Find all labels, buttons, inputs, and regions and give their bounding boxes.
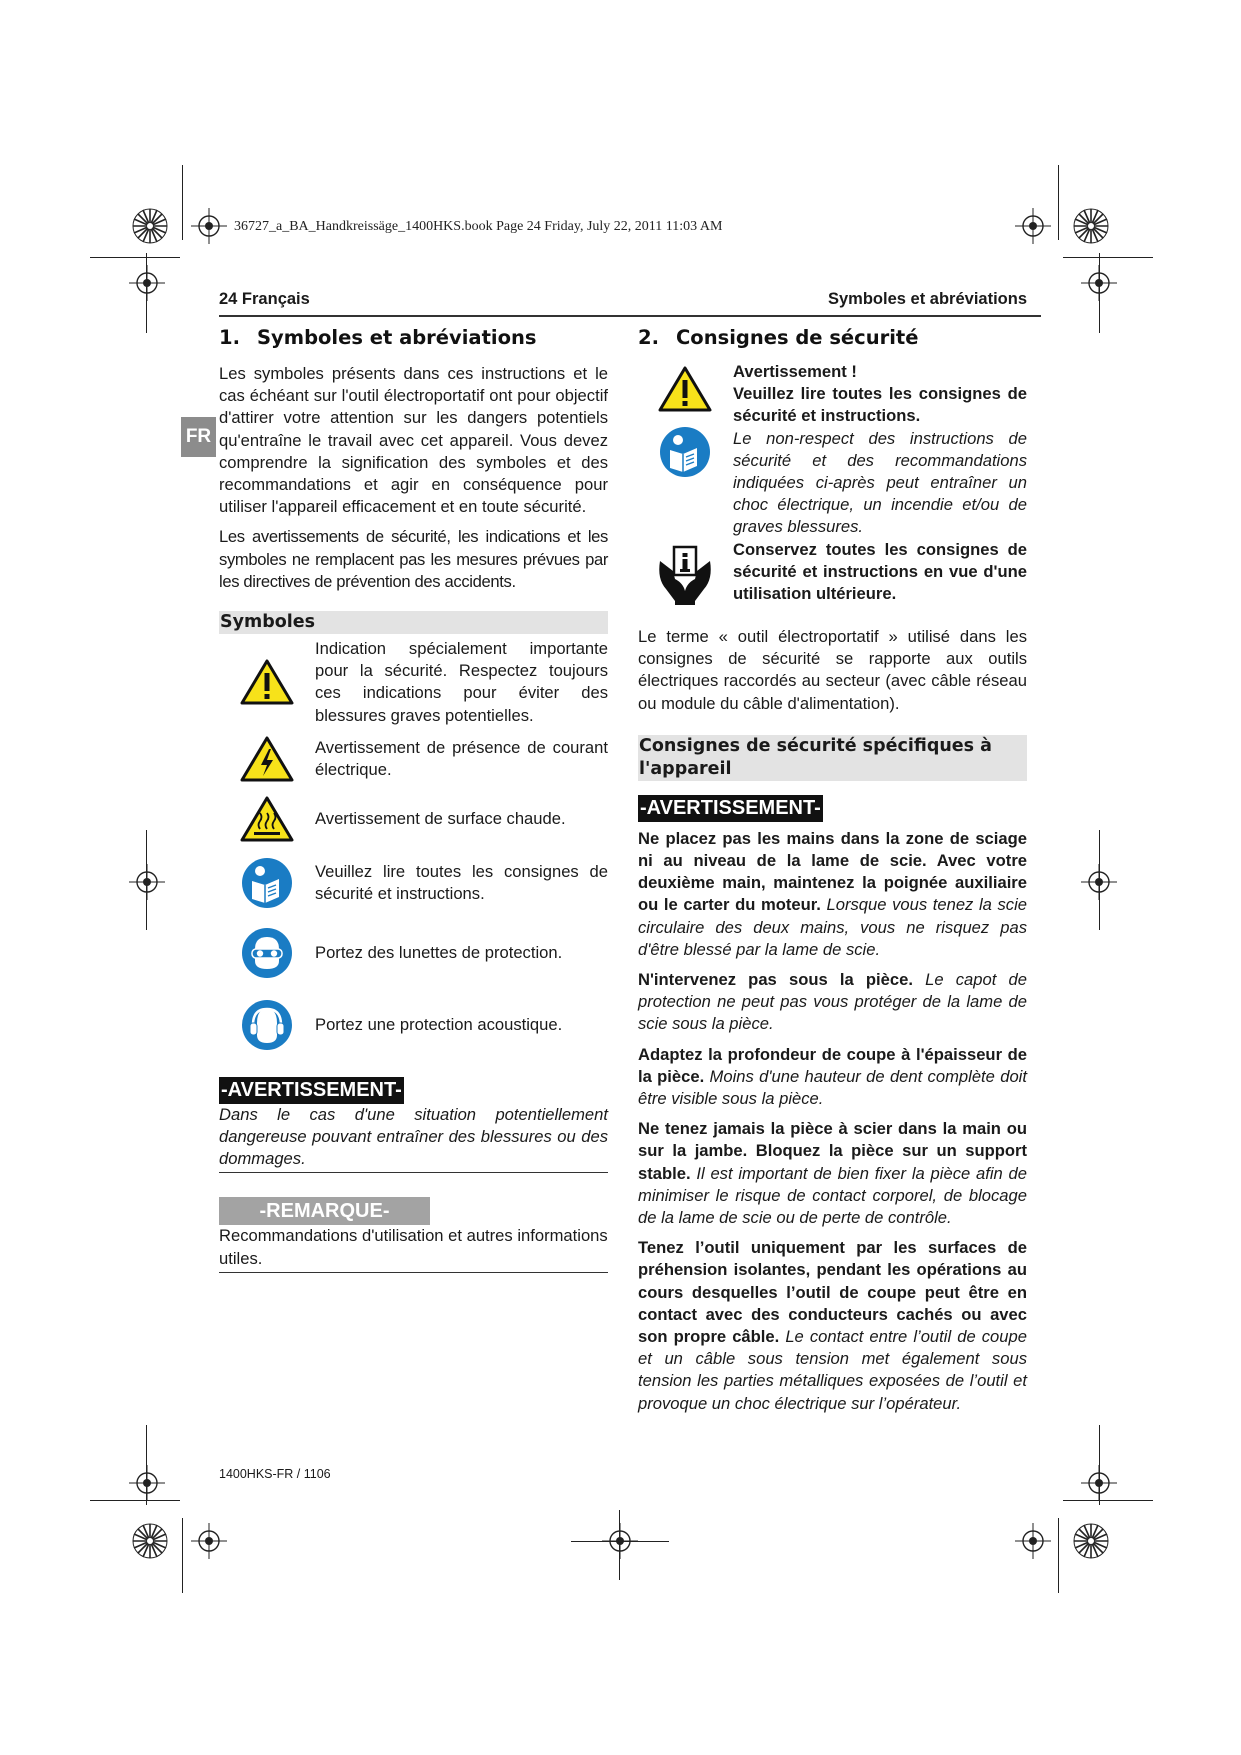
read-manual-icon — [219, 857, 315, 909]
crop-line — [1099, 253, 1100, 333]
safety-rule — [638, 969, 1027, 1036]
crop-line — [1058, 165, 1059, 240]
rule-bold: Adaptez la profondeur de coupe à l'épaisseur de la pièce. — [638, 1044, 1027, 1086]
warning-triangle-icon — [658, 365, 733, 418]
warning-icons — [638, 363, 733, 612]
symbol-row — [219, 927, 608, 979]
left-column — [219, 325, 608, 1273]
hot-surface-icon — [219, 795, 315, 843]
rule-italic: Lorsque vous tenez la scie circulaire des deux mains, vous ne risquez pas d'être blessé par la lame de scie. — [638, 895, 1027, 959]
crosshair-mark-icon — [191, 208, 227, 244]
section-2-heading — [638, 325, 1027, 351]
rule-bold: Tenez l’outil uniquement par les surfaces de préhension isolantes, pendant les opérations au cours desquelles l’outil de coupe peut être en contact avec des conducteurs cachés ou avec son propre câble. — [638, 1238, 1027, 1347]
section-title: Consignes de sécurité — [676, 326, 919, 349]
general-warning-block — [638, 363, 1027, 612]
warning-definition: Dans le cas d'une situation potentiellement dangereuse pouvant entraîner des blessures ou des dommages. — [219, 1104, 608, 1174]
note-badge: -REMARQUE- — [219, 1197, 430, 1225]
crop-line — [90, 1500, 180, 1501]
safety-rule — [638, 1237, 1027, 1415]
crop-line — [1058, 1518, 1059, 1593]
crosshair-mark-icon — [129, 1465, 165, 1501]
symbol-description: Portez une protection acoustique. — [315, 1014, 563, 1034]
warning-badge: -AVERTISSEMENT- — [638, 795, 823, 822]
safety-rule — [638, 1044, 1027, 1111]
symbol-row — [219, 999, 608, 1051]
rule-italic: Moins d'une hauteur de dent complète doit être visible sous la pièce. — [638, 1066, 1027, 1109]
symbol-row — [219, 795, 608, 843]
warning-label: Avertissement ! — [733, 362, 857, 381]
running-header-right: Symboles et abréviations — [828, 290, 1027, 308]
crosshair-mark-icon — [129, 864, 165, 900]
section-number: 1. — [219, 326, 240, 349]
right-column — [638, 325, 1027, 1423]
read-instructions-text: Veuillez lire toutes les consignes de sécurité et instructions. — [733, 384, 1027, 426]
symbol-row — [219, 638, 608, 727]
warning-badge: -AVERTISSEMENT- — [219, 1077, 404, 1104]
symbol-description: Avertissement de surface chaude. — [315, 808, 566, 828]
safety-rule — [638, 1118, 1027, 1229]
crop-line — [571, 1541, 669, 1542]
safety-rule — [638, 828, 1027, 961]
crop-line — [146, 253, 147, 333]
symbol-description: Indication spécialement importante pour la sécurité. Respectez toujours ces indications pour éviter des blessures graves potentielles. — [315, 639, 608, 725]
crop-line — [619, 1510, 620, 1580]
crop-line — [1063, 1500, 1153, 1501]
section-1-heading — [219, 325, 608, 351]
crop-line — [146, 1425, 147, 1505]
rule-italic: Il est important de bien fixer la pièce afin de minimiser le risque de contact corporel, de blocage de la lame de scie ou de perte de contrôle. — [638, 1163, 1027, 1228]
crosshair-mark-icon — [1015, 1523, 1051, 1559]
specific-safety-heading: Consignes de sécurité spécifiques à l'appareil — [638, 735, 1027, 781]
crop-line — [1099, 1425, 1100, 1505]
keep-instructions-icon — [656, 545, 733, 612]
crop-line — [182, 1518, 183, 1593]
registration-rosette-icon — [1073, 208, 1109, 244]
registration-rosette-icon — [132, 1523, 168, 1559]
rule-bold: N'intervenez pas sous la pièce. — [638, 970, 913, 990]
running-header-left: 24 Français — [219, 290, 310, 308]
crop-line — [1063, 257, 1153, 258]
section-number: 2. — [638, 326, 659, 349]
warning-texts — [733, 363, 1027, 612]
electric-warning-icon — [219, 735, 315, 783]
intro-paragraph: Les symboles présents dans ces instructions et le cas échéant sur l'outil électroportatif ont pour objectif d'attirer votre attention sur les dangers potentiels qu'entraîne le travail avec cet appareil. Vous devez comprendre la signification des symboles et des recommandations et agir en conséquence pour utiliser l'appareil efficacement et en toute sécurité. — [219, 364, 608, 517]
crop-line — [182, 165, 183, 240]
symbol-description: Portez des lunettes de protection. — [315, 942, 563, 962]
footer-code: 1400HKS-FR / 1106 — [219, 1467, 331, 1481]
symbol-row — [219, 857, 608, 909]
registration-rosette-icon — [1073, 1523, 1109, 1559]
rule-bold: Ne placez pas les mains dans la zone de sciage ni au niveau de la lame de scie. Avec votre deuxième main, maintenez la poignée auxiliaire ou le carter du moteur. — [638, 828, 1027, 915]
crop-line — [1099, 830, 1100, 930]
non-compliance-text: Le non-respect des instructions de sécurité et des recommandations indiquées ci-après peut entraîner un choc électrique, un incendie et/ou de graves blessures. — [733, 428, 1027, 537]
crosshair-mark-icon — [129, 265, 165, 301]
keep-instructions-text: Conservez toutes les consignes de sécurité et instructions en vue d'une utilisation ultérieure. — [733, 539, 1027, 604]
header-rule — [219, 315, 1041, 317]
warning-triangle-icon — [219, 658, 315, 706]
symbol-description: Avertissement de présence de courant électrique. — [315, 737, 608, 779]
rule-italic: Le contact entre l’outil de coupe et un câble sous tension met également sous tension les parties métalliques exposées de l’outil et provoque un choc électrique sur l’opérateur. — [638, 1327, 1027, 1413]
disclaimer-paragraph: Les avertissements de sécurité, les indications et les symboles ne remplacent pas les mesures prévues par les directives de prévention des accidents. — [219, 527, 608, 591]
crosshair-mark-icon — [1015, 208, 1051, 244]
book-info: 36727_a_BA_Handkreissäge_1400HKS.book Page 24 Friday, July 22, 2011 11:03 AM — [234, 219, 723, 234]
symbols-heading: Symboles — [219, 611, 608, 634]
term-definition-paragraph: Le terme « outil électroportatif » utilisé dans les consignes de sécurité se rapporte aux outils électriques raccordés au secteur (avec câble réseau ou module du câble d'alimentation). — [638, 627, 1027, 713]
read-manual-icon — [659, 426, 733, 483]
crop-line — [90, 257, 180, 258]
section-title: Symboles et abréviations — [257, 326, 537, 349]
rule-italic: Le capot de protection ne peut pas vous protéger de la lame de scie sous la pièce. — [638, 970, 1027, 1034]
rule-bold: Ne tenez jamais la pièce à scier dans la main ou sur la jambe. Bloquez la pièce sur un support stable. — [638, 1119, 1027, 1183]
safety-goggles-icon — [219, 927, 315, 979]
symbol-description: Veuillez lire toutes les consignes de sécurité et instructions. — [315, 861, 608, 903]
ear-protection-icon — [219, 999, 315, 1051]
language-tab: FR — [181, 417, 216, 457]
note-definition: Recommandations d'utilisation et autres informations utiles. — [219, 1225, 608, 1272]
crosshair-mark-icon — [191, 1523, 227, 1559]
symbol-row — [219, 735, 608, 783]
registration-rosette-icon — [132, 208, 168, 244]
crop-line — [146, 830, 147, 930]
